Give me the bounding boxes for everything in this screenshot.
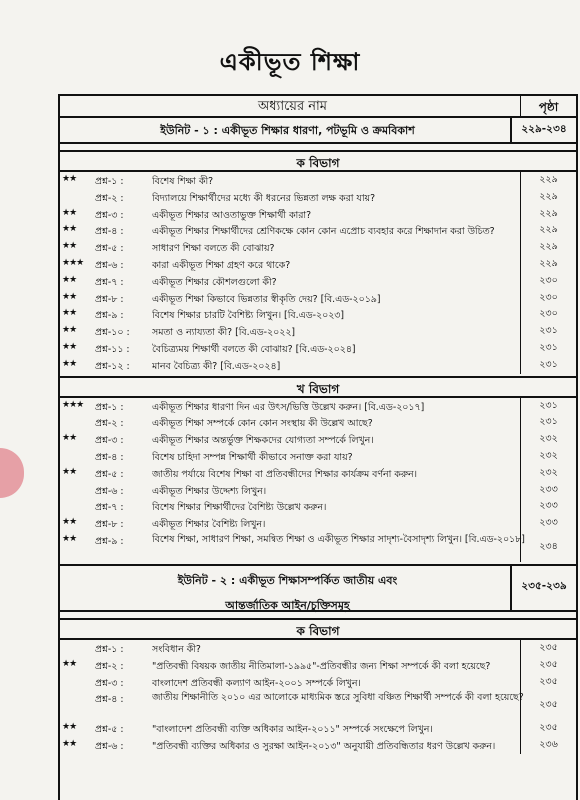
question-text: "প্রতিবন্ধী ব্যক্তির অধিকার ও সুরক্ষা আইন-২০১৩" অনুযায়ী প্রতিবন্ধিতার ধরণ উল্লেখ করুন। bbox=[152, 741, 496, 753]
question-number: প্রশ্ন-৯ : bbox=[95, 535, 124, 547]
question-page: ২২৯ bbox=[520, 222, 576, 239]
question-row bbox=[60, 465, 576, 482]
question-number: প্রশ্ন-৪ : bbox=[95, 451, 124, 463]
unit-2-row bbox=[60, 564, 576, 612]
question-row bbox=[60, 239, 576, 256]
question-row bbox=[60, 737, 576, 754]
unit-2-title bbox=[60, 572, 515, 616]
question-row bbox=[60, 256, 576, 273]
question-number: প্রশ্ন-২ : bbox=[95, 418, 124, 430]
question-page: ২৩৫ bbox=[520, 720, 576, 737]
question-text: সমতা ও ন্যায্যতা কী? [বি.এড-২০২২] bbox=[152, 327, 296, 339]
question-page: ২৩৬ bbox=[520, 737, 576, 754]
question-row bbox=[60, 206, 576, 223]
question-text: বিশেষ শিক্ষার শিক্ষার্থীদের বৈশিষ্ট্য উল্লেখ করুন। bbox=[152, 502, 327, 514]
importance-stars: ★★ bbox=[62, 533, 77, 544]
question-number: প্রশ্ন-১২ : bbox=[95, 360, 130, 372]
question-page: ২৩৫ bbox=[520, 674, 576, 691]
question-text: একীভূত শিক্ষার শিক্ষার্থীদের শ্রেণিকক্ষে কোন কোন এপ্রোচ ব্যবহার করে শিক্ষাদান করা উচিত? bbox=[152, 226, 495, 238]
question-row bbox=[60, 290, 576, 307]
question-number: প্রশ্ন-৩ : bbox=[95, 677, 124, 689]
question-page: ২৩৫ bbox=[520, 690, 576, 720]
importance-stars: ★★★ bbox=[62, 257, 84, 268]
question-number: প্রশ্ন-১ : bbox=[95, 176, 124, 187]
question-text: একীভূত শিক্ষার বৈশিষ্ট্য লিখুন। bbox=[152, 519, 266, 531]
question-text: একীভূত শিক্ষার অন্তর্ভুক্ত শিক্ষকদের যোগ্যতা সম্পর্কে লিখুন। bbox=[152, 435, 374, 447]
unit-2-pages: ২৩৫-২৩৯ bbox=[510, 566, 576, 610]
question-number: প্রশ্ন-১ : bbox=[95, 401, 124, 413]
question-row bbox=[60, 515, 576, 532]
question-page: ২৩৩ bbox=[520, 515, 576, 532]
chapter-column-label: অধ্যায়ের নাম bbox=[258, 99, 327, 114]
importance-stars: ★★ bbox=[62, 739, 77, 750]
question-page: ২৩১ bbox=[520, 323, 576, 340]
section-kha-heading bbox=[60, 376, 576, 398]
question-number: প্রশ্ন-৫ : bbox=[95, 724, 124, 736]
page-column-label: পৃষ্ঠা bbox=[520, 96, 576, 118]
unit-1-title: ইউনিট - ১ : একীভূত শিক্ষার ধারণা, পটভূমি ও ক্রমবিকাশ bbox=[160, 124, 415, 137]
unit-2-title-line2: আন্তর্জাতিক আইন/চুক্তিসমূহ bbox=[225, 598, 350, 612]
question-row bbox=[60, 222, 576, 239]
question-row bbox=[60, 323, 576, 340]
question-number: প্রশ্ন-২ : bbox=[95, 660, 124, 672]
question-text: বিশেষ শিক্ষা কী? bbox=[152, 176, 214, 187]
question-page: ২৩২ bbox=[520, 448, 576, 465]
question-text: "বাংলাদেশ প্রতিবন্ধী ব্যক্তি অধিকার আইন-২০১১" সম্পর্কে সংক্ষেপে লিখুন। bbox=[152, 724, 433, 736]
question-text: একীভূত শিক্ষার ধারণা দিন এর উৎস/ভিত্তি উল্লেখ করুন। [বি.এড-২০১৭] bbox=[152, 401, 425, 413]
section-label: ক বিভাগ bbox=[296, 156, 340, 170]
question-text: একীভূত শিক্ষা কিভাবে ভিন্নতার স্বীকৃতি দেয়? [বি.এড-২০১৯] bbox=[152, 293, 381, 305]
importance-stars: ★★ bbox=[62, 341, 77, 352]
question-row bbox=[60, 398, 576, 415]
question-number: প্রশ্ন-১০ : bbox=[95, 327, 130, 339]
question-number: প্রশ্ন-৫ : bbox=[95, 243, 124, 255]
question-row bbox=[60, 674, 576, 691]
importance-stars: ★★ bbox=[62, 224, 77, 235]
question-page: ২৩০ bbox=[520, 290, 576, 307]
question-text: একীভূত শিক্ষা সম্পর্কে কোন কোন সংস্থায় কী উল্লেখ আছে? bbox=[152, 418, 373, 430]
section-ka-heading bbox=[60, 150, 576, 172]
question-number: প্রশ্ন-৬ : bbox=[95, 485, 124, 497]
question-row bbox=[60, 640, 576, 657]
question-number: প্রশ্ন-৯ : bbox=[95, 310, 124, 322]
question-row bbox=[60, 273, 576, 290]
unit-2-title-line1: ইউনিট - ২ : একীভূত শিক্ষাসম্পর্কিত জাতীয় এবং bbox=[177, 573, 398, 587]
section-ka-heading bbox=[60, 618, 576, 640]
question-text: বিশেষ চাহিদা সম্পন্ন শিক্ষার্থী কীভাবে সনাক্ত করা যায়? bbox=[152, 451, 353, 463]
unit-1-ka-list bbox=[60, 172, 576, 374]
question-text: জাতীয় শিক্ষানীতি ২০১০ এর আলোকে মাধ্যমিক স্তরে সুবিধা বঞ্চিত শিক্ষার্থী সম্পর্কে কী বলা হয়েছে? bbox=[152, 692, 524, 704]
question-text: মানব বৈচিত্র্য কী? [বি.এড-২০২৪] bbox=[152, 360, 281, 372]
importance-stars: ★★ bbox=[62, 274, 77, 285]
importance-stars: ★★ bbox=[62, 466, 77, 477]
question-page: ২৩১ bbox=[520, 398, 576, 415]
question-row bbox=[60, 172, 576, 189]
question-text: "প্রতিবন্ধী বিষয়ক জাতীয় নীতিমালা-১৯৯৫"-প্রতিবন্ধীর জন্য শিক্ষা সম্পর্কে কী বলা হয়েছে? bbox=[152, 660, 491, 672]
question-page: ২৩১ bbox=[520, 357, 576, 374]
question-row bbox=[60, 657, 576, 674]
question-page: ২৩১ bbox=[520, 414, 576, 431]
unit-1-row bbox=[60, 118, 576, 144]
question-text: বৈচিত্র্যময় শিক্ষার্থী বলতে কী বোঝায়? [বি.এড-২০২৪] bbox=[152, 343, 356, 355]
question-page: ২৩৩ bbox=[520, 482, 576, 499]
question-text: সংবিধান কী? bbox=[152, 643, 201, 655]
question-number: প্রশ্ন-৮ : bbox=[95, 293, 124, 305]
question-text: বিশেষ শিক্ষা, সাধারণ শিক্ষা, সমন্বিত শিক্ষা ও একীভূত শিক্ষার সাদৃশ্য-বৈসাদৃশ্য লিখুন। [বি.এড-২০১৮] bbox=[152, 533, 525, 545]
question-text: সাধারণ শিক্ষা বলতে কী বোঝায়? bbox=[152, 243, 275, 255]
importance-stars: ★★ bbox=[62, 207, 77, 218]
question-number: প্রশ্ন-৮ : bbox=[95, 519, 124, 531]
question-page: ২৩৩ bbox=[520, 498, 576, 515]
question-text: কারা একীভূত শিক্ষা গ্রহণ করে থাকে? bbox=[152, 259, 291, 271]
question-text: একীভূত শিক্ষার কৌশলগুলো কী? bbox=[152, 276, 277, 288]
question-number: প্রশ্ন-৪ : bbox=[95, 694, 124, 706]
question-row bbox=[60, 340, 576, 357]
importance-stars: ★★ bbox=[62, 722, 77, 733]
question-page: ২৩৫ bbox=[520, 657, 576, 674]
unit-1-kha-list bbox=[60, 398, 576, 562]
thumb-mark bbox=[0, 448, 24, 498]
question-row bbox=[60, 498, 576, 515]
section-label: ক বিভাগ bbox=[296, 623, 340, 638]
question-page: ২২৯ bbox=[520, 172, 576, 189]
page-title: একীভূত শিক্ষা bbox=[219, 48, 361, 76]
question-page: ২৩২ bbox=[520, 465, 576, 482]
question-page: ২২৯ bbox=[520, 206, 576, 223]
question-number: প্রশ্ন-২ : bbox=[95, 192, 124, 204]
importance-stars: ★★ bbox=[62, 174, 77, 184]
question-number: প্রশ্ন-৭ : bbox=[95, 502, 124, 514]
importance-stars: ★★★ bbox=[62, 399, 84, 410]
importance-stars: ★★ bbox=[62, 433, 77, 444]
question-page: ২২৯ bbox=[520, 256, 576, 273]
question-number: প্রশ্ন-৪ : bbox=[95, 226, 124, 238]
question-text: জাতীয় পর্যায়ে বিশেষ শিক্ষা বা প্রতিবন্ধীদের শিক্ষার কার্যক্রম বর্ণনা করুন। bbox=[152, 468, 418, 480]
question-number: প্রশ্ন-৬ : bbox=[95, 741, 124, 753]
question-text: বাংলাদেশ প্রতিবন্ধী কল্যাণ আইন-২০০১ সম্পর্কে লিখুন। bbox=[152, 677, 361, 689]
question-row bbox=[60, 306, 576, 323]
question-number: প্রশ্ন-৩ : bbox=[95, 209, 124, 221]
question-page: ২২৯ bbox=[520, 239, 576, 256]
question-number: প্রশ্ন-১ : bbox=[95, 643, 124, 655]
question-page: ২৩০ bbox=[520, 273, 576, 290]
question-text: বিদ্যালয়ে শিক্ষার্থীদের মধ্যে কী ধরনের ভিন্নতা লক্ষ করা যায়? bbox=[152, 192, 376, 204]
question-page: ২৩০ bbox=[520, 306, 576, 323]
question-row bbox=[60, 448, 576, 465]
question-row bbox=[60, 414, 576, 431]
question-number: প্রশ্ন-১১ : bbox=[95, 343, 130, 355]
importance-stars: ★★ bbox=[62, 291, 77, 302]
question-row bbox=[60, 720, 576, 737]
importance-stars: ★★ bbox=[62, 658, 77, 669]
importance-stars: ★★ bbox=[62, 517, 77, 528]
question-row bbox=[60, 532, 576, 562]
importance-stars: ★★ bbox=[62, 241, 77, 252]
question-number: প্রশ্ন-৩ : bbox=[95, 435, 124, 447]
table-header bbox=[60, 96, 576, 118]
question-row bbox=[60, 690, 576, 720]
question-text: একীভূত শিক্ষার উদ্দেশ্য লিখুন। bbox=[152, 485, 267, 497]
question-text: একীভূত শিক্ষার আওতাভুক্ত শিক্ষার্থী কারা? bbox=[152, 209, 312, 221]
question-row bbox=[60, 482, 576, 499]
question-number: প্রশ্ন-৬ : bbox=[95, 259, 124, 271]
question-page: ২৩১ bbox=[520, 340, 576, 357]
question-text: বিশেষ শিক্ষার চারটি বৈশিষ্ট্য লিখুন। [বি.এড-২০২৩] bbox=[152, 310, 345, 322]
question-page: ২৩৫ bbox=[520, 640, 576, 657]
importance-stars: ★★ bbox=[62, 358, 77, 369]
question-row bbox=[60, 357, 576, 374]
question-page: ২৩২ bbox=[520, 431, 576, 448]
question-row bbox=[60, 431, 576, 448]
question-number: প্রশ্ন-৭ : bbox=[95, 276, 124, 288]
importance-stars: ★★ bbox=[62, 308, 77, 319]
contents-table bbox=[58, 94, 578, 800]
unit-1-pages: ২২৯-২৩৪ bbox=[510, 118, 576, 142]
section-label: খ বিভাগ bbox=[296, 381, 340, 396]
question-number: প্রশ্ন-৫ : bbox=[95, 468, 124, 480]
question-row bbox=[60, 189, 576, 206]
question-page: ২৩৪ bbox=[520, 532, 576, 562]
importance-stars: ★★ bbox=[62, 325, 77, 336]
unit-2-ka-list bbox=[60, 640, 576, 754]
question-page: ২২৯ bbox=[520, 189, 576, 206]
